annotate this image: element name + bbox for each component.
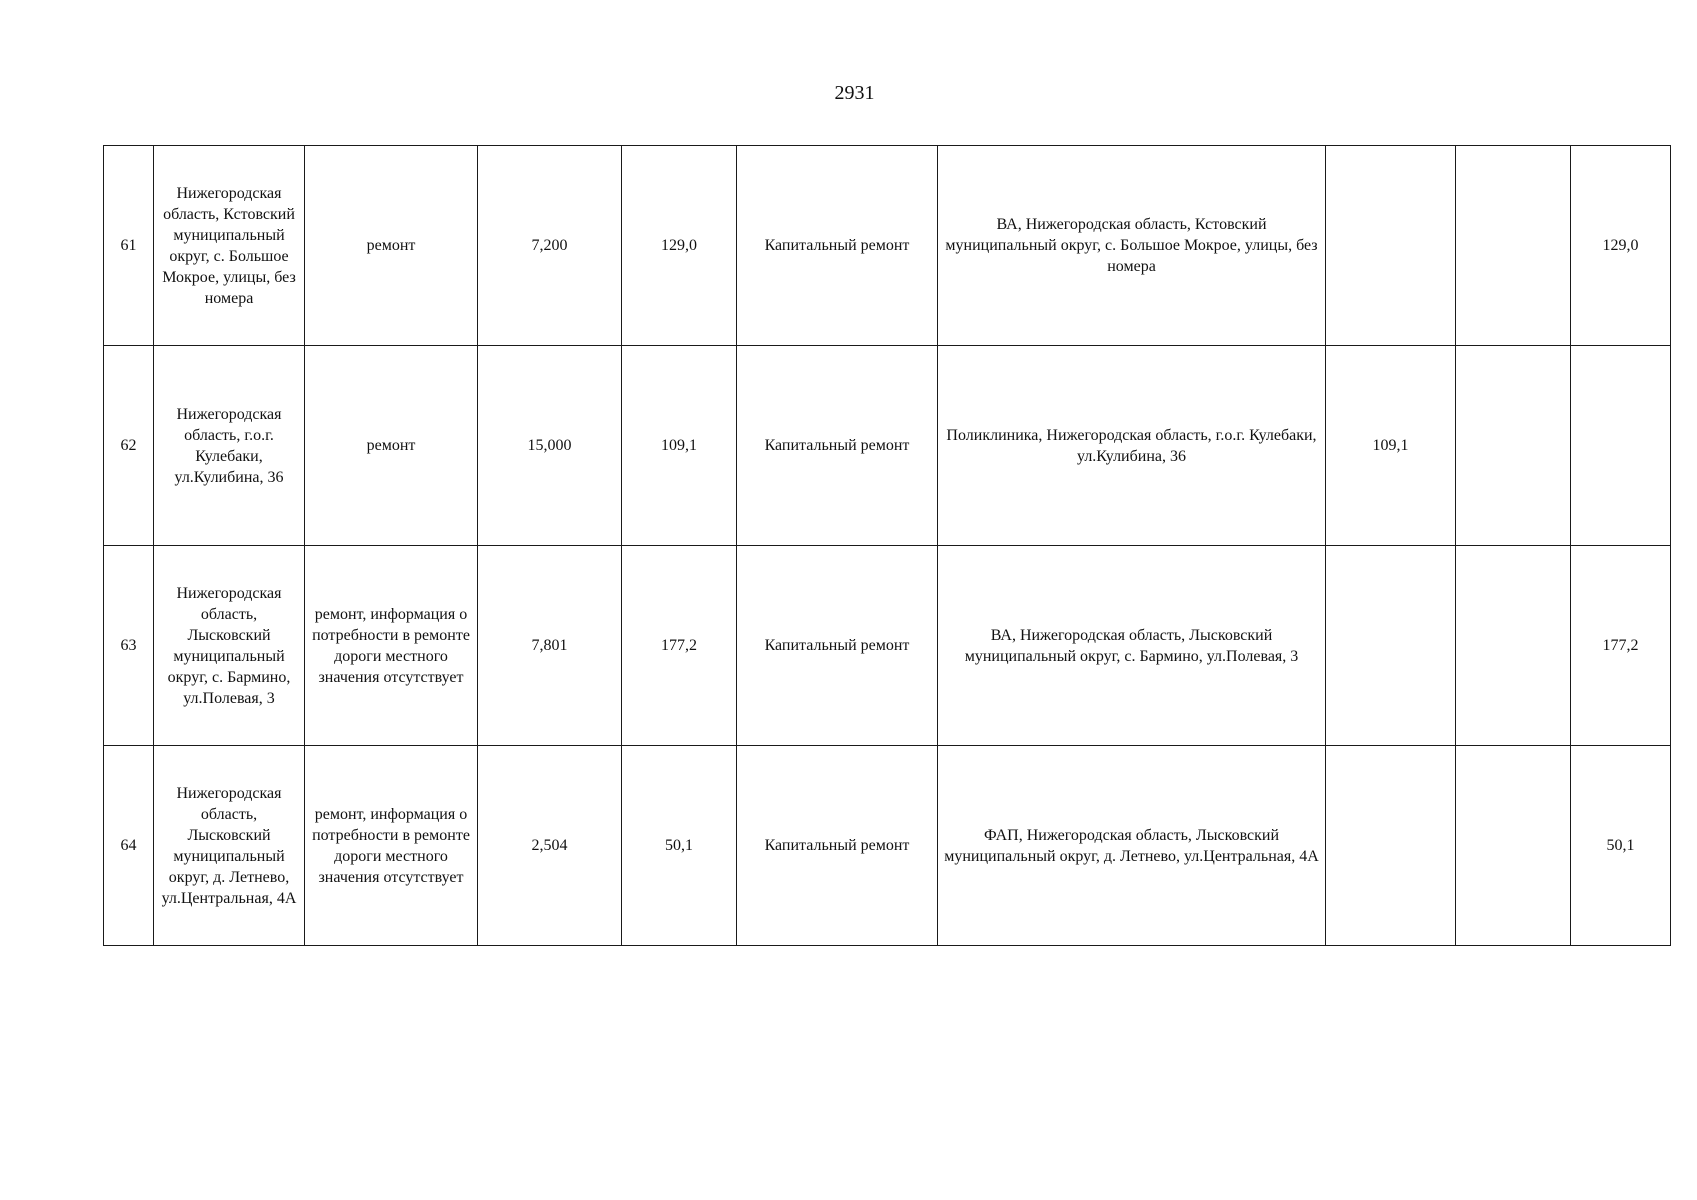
value-cell-11: 50,1 [1571,746,1671,946]
address-cell: Нижегородская область, Лысковский муниципальный округ, д. Летнево, ул.Центральная, 4А [154,746,305,946]
row-number-cell: 63 [104,546,154,746]
table-row [104,346,1671,546]
work-type-cell: ремонт [305,146,478,346]
address-cell: Нижегородская область, г.о.г. Кулебаки, ул.Кулибина, 36 [154,346,305,546]
row-number-cell: 62 [104,346,154,546]
length-cell: 7,200 [478,146,622,346]
value-cell-10 [1456,746,1571,946]
value-cell-9 [1326,746,1456,946]
repair-type-cell: Капитальный ремонт [737,746,938,946]
work-type-cell: ремонт, информация о потребности в ремонте дороги местного значения отсутствует [305,546,478,746]
value-cell-10 [1456,346,1571,546]
length-cell: 7,801 [478,546,622,746]
table-row [104,546,1671,746]
table-body [104,146,1671,946]
area-cell: 50,1 [622,746,737,946]
object-cell: Поликлиника, Нижегородская область, г.о.г. Кулебаки, ул.Кулибина, 36 [938,346,1326,546]
length-cell: 15,000 [478,346,622,546]
length-cell: 2,504 [478,746,622,946]
object-cell: ВА, Нижегородская область, Кстовский муниципальный округ, с. Большое Мокрое, улицы, без номера [938,146,1326,346]
object-cell: ВА, Нижегородская область, Лысковский муниципальный округ, с. Бармино, ул.Полевая, 3 [938,546,1326,746]
value-cell-10 [1456,146,1571,346]
address-cell: Нижегородская область, Лысковский муниципальный округ, с. Бармино, ул.Полевая, 3 [154,546,305,746]
repair-type-cell: Капитальный ремонт [737,546,938,746]
page-number: 2931 [834,82,875,104]
value-cell-9: 109,1 [1326,346,1456,546]
address-cell: Нижегородская область, Кстовский муниципальный округ, с. Большое Мокрое, улицы, без номера [154,146,305,346]
value-cell-11 [1571,346,1671,546]
object-cell: ФАП, Нижегородская область, Лысковский муниципальный округ, д. Летнево, ул.Центральная, 4А [938,746,1326,946]
area-cell: 129,0 [622,146,737,346]
row-number-cell: 61 [104,146,154,346]
value-cell-9 [1326,546,1456,746]
value-cell-11: 177,2 [1571,546,1671,746]
area-cell: 109,1 [622,346,737,546]
repair-type-cell: Капитальный ремонт [737,146,938,346]
value-cell-11: 129,0 [1571,146,1671,346]
row-number-cell: 64 [104,746,154,946]
repair-type-cell: Капитальный ремонт [737,346,938,546]
work-type-cell: ремонт, информация о потребности в ремонте дороги местного значения отсутствует [305,746,478,946]
table-row [104,146,1671,346]
area-cell: 177,2 [622,546,737,746]
table-row [104,746,1671,946]
object-table [103,145,1671,946]
value-cell-10 [1456,546,1571,746]
value-cell-9 [1326,146,1456,346]
work-type-cell: ремонт [305,346,478,546]
